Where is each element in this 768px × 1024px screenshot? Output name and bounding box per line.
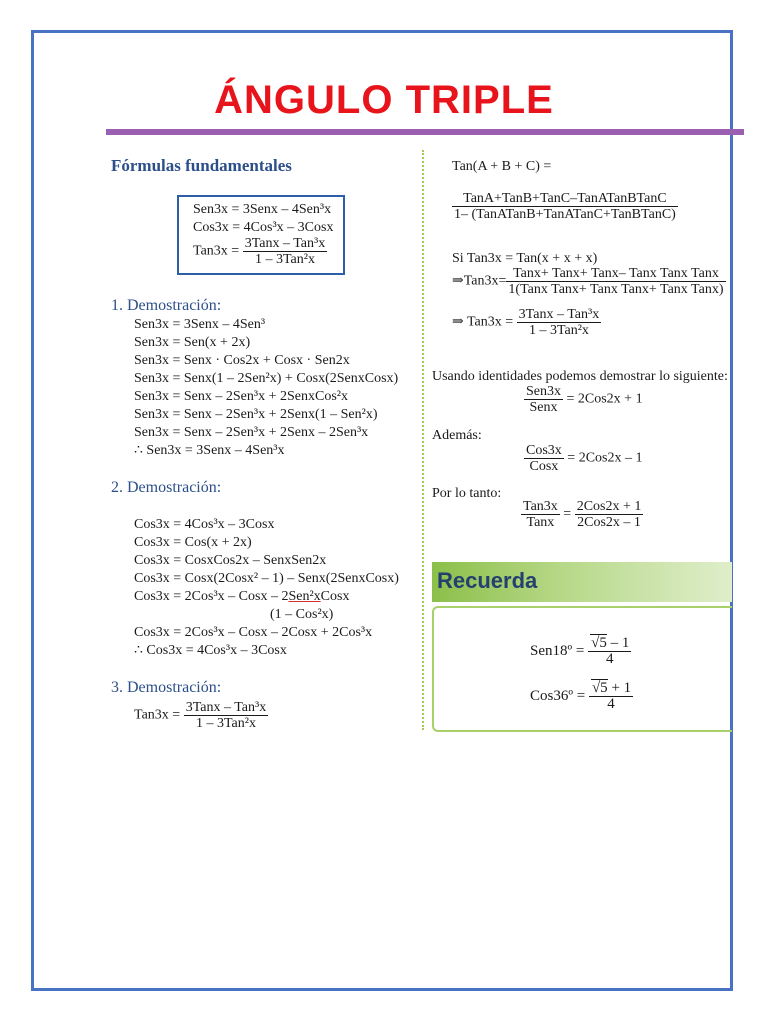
identity3	[521, 499, 643, 530]
tan-abc-fraction	[452, 191, 678, 222]
demo1-heading: 1. Demostración:	[111, 297, 222, 314]
identity1-fraction	[524, 384, 563, 415]
identity2	[524, 443, 642, 474]
identity1	[524, 384, 643, 415]
demo3-fraction	[184, 700, 269, 731]
implies1-lhs: ⇒Tan3x=	[452, 273, 507, 289]
identity2-fraction	[524, 443, 564, 474]
cos36-denominator: 4	[607, 696, 615, 712]
por-lo-tanto: Por lo tanto:	[432, 486, 502, 501]
demo3-denominator: 1 – 3Tan²x	[195, 716, 256, 731]
demo2-line	[134, 588, 399, 606]
implies2	[452, 307, 601, 338]
demo2-line5-underlined: Sen²x	[288, 589, 321, 604]
implies1-numerator: Tanx+ Tanx+ Tanx– Tanx Tanx Tanx	[506, 266, 725, 282]
identity3-numerator: Tan3x	[523, 499, 558, 514]
fundamentals-heading: Fórmulas fundamentales	[111, 156, 292, 175]
implies2-lhs: ⇒ Tan3x =	[452, 314, 514, 330]
demo3-numerator: 3Tanx – Tan³x	[185, 700, 267, 715]
title-underline	[106, 129, 744, 135]
usando-identidades: Usando identidades podemos demostrar lo siguiente:	[432, 369, 728, 384]
cos36-lhs: Cos36º =	[530, 687, 586, 704]
formula-tan3x-fraction	[243, 236, 328, 267]
demo3-lhs: Tan3x =	[134, 707, 181, 723]
recuerda-title: Recuerda	[437, 568, 538, 593]
cos36-numerator	[589, 681, 633, 697]
sen18-lhs: Sen18º =	[530, 642, 585, 659]
demo2-heading: 2. Demostración:	[111, 479, 222, 496]
cos36-fraction	[589, 681, 633, 712]
identity3-right-numerator: 2Cos2x + 1	[576, 499, 642, 514]
identity3-right-denominator: 2Cos2x – 1	[577, 515, 641, 530]
identity2-numerator: Cos3x	[526, 443, 562, 458]
identity3-left-fraction	[521, 499, 560, 530]
implies2-numerator: 3Tanx – Tan³x	[518, 307, 600, 322]
demo2-line: Cos3x = CosxCos2x – SenxSen2x	[134, 553, 327, 568]
demo2-line5-end: Cosx	[320, 589, 350, 604]
sen18-fraction	[588, 636, 631, 667]
demo2-line: Cos3x = Cosx(2Cosx² – 1) – Senx(2SenxCosx)	[134, 571, 399, 586]
formula-sen3x: Sen3x = 3Senx – 4Sen³x	[193, 202, 332, 217]
demo2-line: Cos3x = Cos(x + 2x)	[134, 535, 252, 550]
identity1-denominator: Senx	[529, 400, 558, 415]
column-divider	[422, 150, 424, 730]
tan-abc-numerator: TanA+TanB+TanC–TanATanBTanC	[452, 191, 678, 207]
sqrt-symbol: √5	[591, 635, 607, 651]
implies1	[452, 266, 726, 297]
si-tan3x: Si Tan3x = Tan(x + x + x)	[452, 251, 598, 266]
identity3-equals: =	[563, 506, 572, 522]
demo2-line: Cos3x = 4Cos³x – 3Cosx	[134, 517, 275, 532]
demo1-line: Sen3x = Senx · Cos2x + Cosx · Sen2x	[134, 353, 350, 368]
demo2-line6: (1 – Cos²x)	[270, 607, 334, 622]
implies1-denominator: 1(Tanx Tanx+ Tanx Tanx+ Tanx Tanx)	[508, 282, 724, 297]
identity1-rhs: = 2Cos2x + 1	[566, 391, 643, 407]
identity1-numerator: Sen3x	[526, 384, 561, 399]
demo1-line: Sen3x = Senx – 2Sen³x + 2Senx(1 – Sen²x)	[134, 407, 378, 422]
formula-tan3x-denominator: 1 – 3Tan²x	[254, 252, 315, 267]
sqrt-symbol: √5	[591, 680, 608, 696]
sen18-denominator: 4	[605, 651, 614, 667]
formula-tan3x	[193, 236, 327, 267]
identity2-denominator: Cosx	[529, 459, 559, 474]
sen18-formula	[530, 636, 631, 667]
demo1-line: Sen3x = Senx – 2Sen³x + 2Senx – 2Sen³x	[134, 425, 369, 440]
implies1-fraction	[506, 266, 725, 297]
demo1-line: Sen3x = 3Senx – 4Sen³	[134, 317, 266, 332]
sen18-numerator	[588, 636, 631, 652]
sen18-numerator-rest: – 1	[606, 635, 630, 651]
demo2-line: ∴ Cos3x = 4Cos³x – 3Cosx	[134, 643, 287, 658]
demo2-lines	[134, 516, 399, 660]
implies2-denominator: 1 – 3Tan²x	[528, 323, 589, 338]
demo1-line: Sen3x = Sen(x + 2x)	[134, 335, 251, 350]
cos36-numerator-rest: + 1	[607, 680, 632, 696]
demo1-line: Sen3x = Senx(1 – 2Sen²x) + Cosx(2SenxCosx)	[134, 371, 399, 386]
identity3-denominator: Tanx	[526, 515, 555, 530]
identity2-rhs: = 2Cos2x – 1	[567, 450, 643, 466]
formula-tan3x-numerator: 3Tanx – Tan³x	[244, 236, 326, 251]
recuerda-box	[432, 606, 732, 732]
tan-abc-lhs: Tan(A + B + C) =	[452, 159, 552, 174]
page-title: ÁNGULO TRIPLE	[214, 78, 554, 122]
demo2-line: Cos3x = 2Cos³x – Cosx – 2Cosx + 2Cos³x	[134, 625, 373, 640]
demo2-line5-start: Cos3x = 2Cos³x – Cosx – 2	[134, 589, 289, 604]
demo3-formula	[134, 700, 268, 731]
demo1-lines	[134, 316, 398, 460]
demo1-line: Sen3x = Senx – 2Sen³x + 2SenxCos²x	[134, 389, 348, 404]
ademas: Además:	[432, 428, 482, 443]
tan-abc-frac	[452, 191, 678, 222]
demo3-heading: 3. Demostración:	[111, 679, 222, 696]
tan-abc-denominator: 1– (TanATanB+TanATanC+TanBTanC)	[454, 207, 676, 222]
identity3-right-fraction	[575, 499, 644, 530]
cos36-formula	[530, 681, 633, 712]
formula-cos3x: Cos3x = 4Cos³x – 3Cosx	[193, 220, 334, 235]
implies2-fraction	[517, 307, 602, 338]
formula-tan3x-lhs: Tan3x =	[193, 243, 240, 259]
demo1-line: ∴ Sen3x = 3Senx – 4Sen³x	[134, 443, 285, 458]
